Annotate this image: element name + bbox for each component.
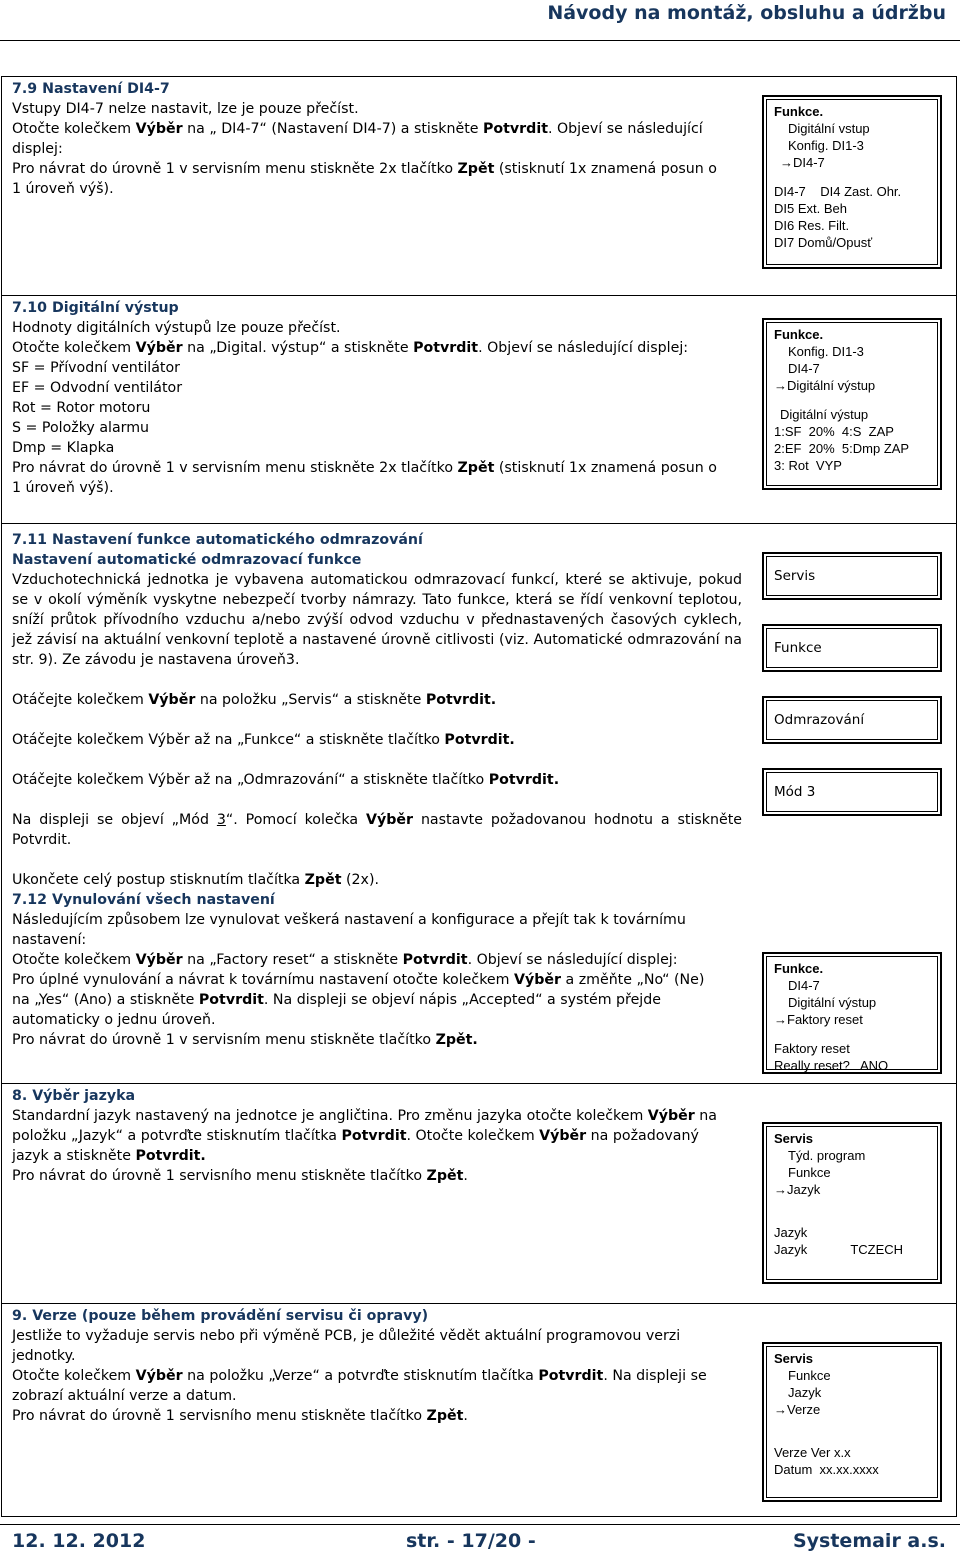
display-box [762, 696, 942, 744]
display-line: 3: Rot VYP [774, 458, 842, 473]
paragraph: Hodnoty digitálních výstupů lze pouze přečíst. [12, 320, 341, 336]
paragraph: nastavení: [12, 932, 87, 948]
display-line: →DI4-7 [780, 155, 825, 170]
paragraph: jazyk a stiskněte Potvrdit. [12, 1148, 206, 1164]
section-title: 7.11 Nastavení funkce automatického odmrazování [12, 532, 423, 548]
paragraph: Následujícím způsobem lze vynulovat veškerá nastavení a konfigurace a přejít tak k továrnímu [12, 912, 686, 928]
footer-date: 12. 12. 2012 [12, 1530, 146, 1552]
display-box [762, 1342, 942, 1502]
display-line: Digitální výstup [788, 995, 877, 1010]
paragraph: Otočte kolečkem Výběr na „ DI4-7“ (Nastavení DI4-7) a stiskněte Potvrdit. Objeví se následující [12, 121, 703, 137]
paragraph: Pro úplné vynulování a návrat k továrnímu nastavení otočte kolečkem Výběr a změňte „No“ (Ne) [12, 972, 705, 988]
display-line: 2:EF 20% 5:Dmp ZAP [774, 441, 910, 456]
footer-divider [0, 1524, 960, 1525]
display-line: →Digitální výstup [774, 378, 876, 393]
paragraph: na „Yes“ (Ano) a stiskněte Potvrdit. Na displeji se objeví nápis „Accepted“ a systém přejde [12, 992, 661, 1008]
display-box [762, 768, 942, 816]
display-line: DI5 Ext. Beh [774, 201, 847, 216]
section-title: 7.9 Nastavení DI4-7 [12, 81, 170, 97]
display-line: Funkce. [774, 961, 824, 976]
display-box [762, 95, 942, 269]
display-box [762, 1122, 942, 1284]
section-title: 8. Výběr jazyka [12, 1088, 136, 1104]
section-9 [2, 1303, 956, 1517]
paragraph: Otáčejte kolečkem Výběr až na „Funkce“ a stiskněte tlačítko Potvrdit. [12, 732, 515, 748]
paragraph: Vstupy DI4-7 nelze nastavit, lze je pouze přečíst. [12, 101, 359, 117]
paragraph: Otočte kolečkem Výběr na „Digital. výstup“ a stiskněte Potvrdit. Objeví se následující displej: [12, 340, 689, 356]
section-title: 7.10 Digitální výstup [12, 300, 179, 316]
display-box [762, 624, 942, 672]
paragraph: Dmp = Klapka [12, 440, 115, 456]
display-line: Odmrazování [774, 711, 865, 728]
display-line: Faktory reset [774, 1041, 850, 1056]
display-line: Servis [774, 1351, 814, 1366]
paragraph: Jestliže to vyžaduje servis nebo při výměně PCB, je důležité vědět aktuální programovou verzi [12, 1328, 681, 1344]
footer-company: Systemair a.s. [792, 1530, 946, 1552]
display-line: Funkce. [774, 104, 824, 119]
paragraph: Pro návrat do úrovně 1 v servisním menu stiskněte tlačítko Zpět. [12, 1032, 478, 1048]
display-line: Verze Ver x.x [774, 1445, 851, 1460]
paragraph: Vzduchotechnická jednotka je vybavena automatickou odmrazovací funkcí, které se aktivuje, pokud se v okolí výměník vyskytne nebezpečí tvorby námrazy. Tato funkce, která se řídí venkovní teplotou, sníží průtok přívodního vzduchu a/nebo zvýší odvod vzduchu v přednastavených časových cyklech, jež závisí na aktuální venkovní teplotě a nastavené úrovně citlivosti (viz. Automatické odmrazování na str. 9). Ze závodu je nastavena úroveň3. [12, 572, 742, 668]
paragraph: Ukončete celý postup stisknutím tlačítka Zpět (2x). [12, 872, 379, 888]
display-box [762, 952, 942, 1074]
paragraph: jednotky. [12, 1348, 76, 1364]
section-8 [2, 1083, 956, 1303]
section-title: 9. Verze (pouze během provádění servisu či opravy) [12, 1308, 429, 1324]
display-line: 1:SF 20% 4:S ZAP [774, 424, 894, 439]
paragraph: S = Položky alarmu [12, 420, 150, 436]
display-box [762, 318, 942, 490]
paragraph: displej: [12, 141, 63, 157]
paragraph: Rot = Rotor motoru [12, 400, 151, 416]
section-7-9 [2, 77, 956, 295]
display-line: Really reset? ANO [774, 1058, 889, 1073]
display-line: Funkce [774, 639, 822, 656]
paragraph: 1 úroveň výš). [12, 480, 114, 496]
display-line: DI4-7 DI4 Zast. Ohr. [774, 184, 902, 199]
display-line: Konfig. DI1-3 [788, 344, 864, 359]
paragraph: Otočte kolečkem Výběr na položku „Verze“ a potvrďte stisknutím tlačítka Potvrdit. Na displeji se [12, 1368, 707, 1384]
display-line: →Jazyk [774, 1182, 821, 1197]
section-title: 7.12 Vynulování všech nastavení [12, 892, 275, 908]
section-subtitle: Nastavení automatické odmrazovací funkce [12, 552, 362, 568]
display-line: →Verze [774, 1402, 821, 1417]
paragraph: položku „Jazyk“ a potvrďte stisknutím tlačítka Potvrdit. Otočte kolečkem Výběr na požadovaný [12, 1128, 699, 1144]
footer-page-number: str. - 17/20 - [406, 1530, 536, 1552]
header-title: Návody na montáž, obsluhu a údržbu [547, 2, 946, 24]
display-line: →Faktory reset [774, 1012, 863, 1027]
paragraph: zobrazí aktuální verze a datum. [12, 1388, 237, 1404]
display-line: DI4-7 [788, 978, 820, 993]
display-line: Funkce [788, 1368, 831, 1383]
paragraph: Otáčejte kolečkem Výběr až na „Odmrazování“ a stiskněte tlačítko Potvrdit. [12, 772, 560, 788]
display-line: Digitální vstup [788, 121, 870, 136]
display-line: Jazyk TCZECH [774, 1242, 904, 1257]
display-line: Týd. program [788, 1148, 866, 1163]
section-7-10 [2, 295, 956, 523]
display-line: DI4-7 [788, 361, 820, 376]
display-line: Funkce. [774, 327, 824, 342]
display-line: Mód 3 [774, 783, 816, 800]
display-line: Servis [774, 567, 816, 584]
paragraph: automaticky o jednu úroveň. [12, 1012, 216, 1028]
paragraph: Pro návrat do úrovně 1 servisního menu stiskněte tlačítko Zpět. [12, 1408, 468, 1424]
display-line: Servis [774, 1131, 814, 1146]
paragraph: Pro návrat do úrovně 1 v servisním menu stiskněte 2x tlačítko Zpět (stisknutí 1x znamená posun o [12, 161, 717, 177]
display-line: Konfig. DI1-3 [788, 138, 864, 153]
paragraph: Standardní jazyk nastavený na jednotce je angličtina. Pro změnu jazyka otočte kolečkem Výběr na [12, 1108, 717, 1124]
paragraph: Pro návrat do úrovně 1 servisního menu stiskněte tlačítko Zpět. [12, 1168, 468, 1184]
paragraph: Na displeji se objeví „Mód 3“. Pomocí kolečka Výběr nastavte požadovanou hodnotu a stiskněte Potvrdit. [12, 812, 743, 848]
display-line: DI7 Domů/Opusť [774, 235, 873, 250]
display-line: DI6 Res. Filt. [774, 218, 850, 233]
content-frame [1, 76, 957, 1517]
paragraph: 1 úroveň výš). [12, 181, 114, 197]
paragraph: Pro návrat do úrovně 1 v servisním menu stiskněte 2x tlačítko Zpět (stisknutí 1x znamená posun o [12, 460, 717, 476]
display-line: Jazyk [788, 1385, 822, 1400]
display-line: Digitální výstup [780, 407, 869, 422]
paragraph: Otáčejte kolečkem Výběr na položku „Servis“ a stiskněte Potvrdit. [12, 692, 497, 708]
paragraph: Otočte kolečkem Výběr na „Factory reset“ a stiskněte Potvrdit. Objeví se následující displej: [12, 952, 678, 968]
display-line: Jazyk [774, 1225, 808, 1240]
display-line: Funkce [788, 1165, 831, 1180]
display-line: Datum xx.xx.xxxx [774, 1462, 879, 1477]
header-divider [0, 40, 960, 41]
paragraph: SF = Přívodní ventilátor [12, 360, 181, 376]
paragraph: EF = Odvodní ventilátor [12, 380, 183, 396]
display-box [762, 552, 942, 600]
section-7-11 [2, 523, 956, 1083]
